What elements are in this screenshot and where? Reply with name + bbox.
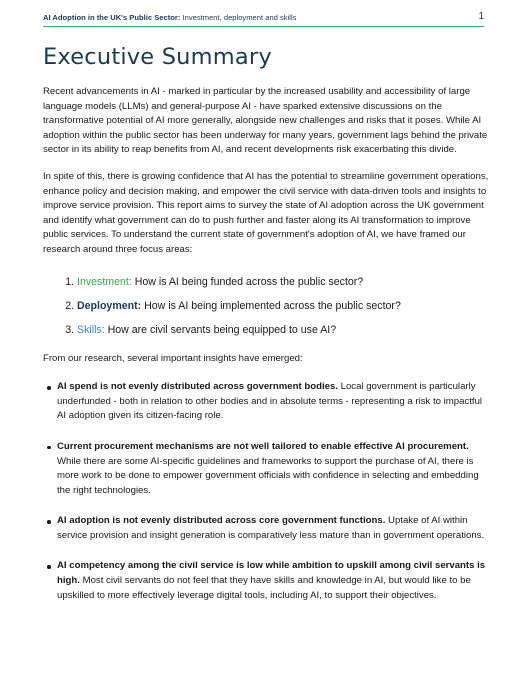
- insight-text: Local government is particularly underfunded - both in relation to other bodies and in absolute terms - representing a risk to impactful AI adoption given its citizen-facing role.: [57, 381, 483, 422]
- paragraph: Recent advancements in AI - marked in particular by the increased usability and accessibility of large language models (LLMs) and general-purpose AI - have sparked extensive discussions on the transformative potential of AI more generally, alongside new challenges and risks that it poses. While AI adoption within the public sector has been underway for many years, government lags behind the private sector in its ability to reap benefits from AI, and recent developments risk exacerbating this divide.: [43, 86, 488, 156]
- insight-heading: AI spend is not evenly distributed across government bodies.: [57, 381, 338, 393]
- insights-intro: From our research, several important insights have emerged:: [43, 352, 303, 364]
- insight-heading: AI adoption is not evenly distributed across core government functions.: [57, 515, 386, 527]
- list-item: [57, 440, 489, 498]
- insight-text: Uptake of AI within service provision and insight generation is comparatively less mature than in government operations.: [57, 515, 485, 541]
- insight-heading: AI competency among the civil service is low while ambition to upskill among civil servants is high.: [57, 560, 486, 587]
- focus-text: How is AI being implemented across the public sector?: [141, 299, 401, 312]
- insight-text: Most civil servants do not feel that they have skills and knowledge in AI, but would like to be upskilled to more effectively leverage digital tools, including AI, to support their objectives.: [57, 575, 471, 601]
- page-number: 1: [478, 11, 484, 22]
- page-title: Executive Summary: [43, 44, 272, 70]
- insights-list: [43, 380, 489, 603]
- list-item: [57, 514, 489, 543]
- focus-text: How is AI being funded across the public sector?: [131, 275, 364, 288]
- list-item: [57, 380, 489, 424]
- insight-heading: Current procurement mechanisms are not well tailored to enable effective AI procurement.: [57, 440, 469, 452]
- focus-areas-list: [43, 270, 489, 342]
- running-header: [43, 12, 484, 27]
- focus-text: How are civil servants being equipped to use AI?: [104, 323, 337, 336]
- list-item: [57, 559, 489, 603]
- paragraph: In spite of this, there is growing confidence that AI has the potential to streamline government operations, enhance policy and decision making, and empower the civil service with data-driven tools and insights to improve service provision. This report aims to survey the state of AI adoption across the UK government and identify what government can do to push further and faster along its AI transformation to improve public services. To understand the current state of government's adoption of AI, we have framed our research around three focus areas:: [43, 170, 489, 255]
- focus-area-deployment: [77, 294, 489, 318]
- document-body: [43, 85, 489, 619]
- focus-label: Investment:: [77, 275, 132, 288]
- focus-label: Deployment:: [77, 299, 142, 312]
- insight-text: While there are some AI-specific guidelines and frameworks to support the purchase of AI, there is more work to be done to empower government officials with confidence in selecting and embedding the right technologies.: [57, 455, 479, 496]
- header-report-title: AI Adoption in the UK's Public Sector:: [43, 13, 181, 22]
- focus-area-skills: [77, 318, 489, 342]
- focus-label: Skills:: [77, 323, 105, 336]
- header-subtitle: Investment, deployment and skills: [180, 13, 297, 22]
- focus-area-investment: [77, 270, 489, 294]
